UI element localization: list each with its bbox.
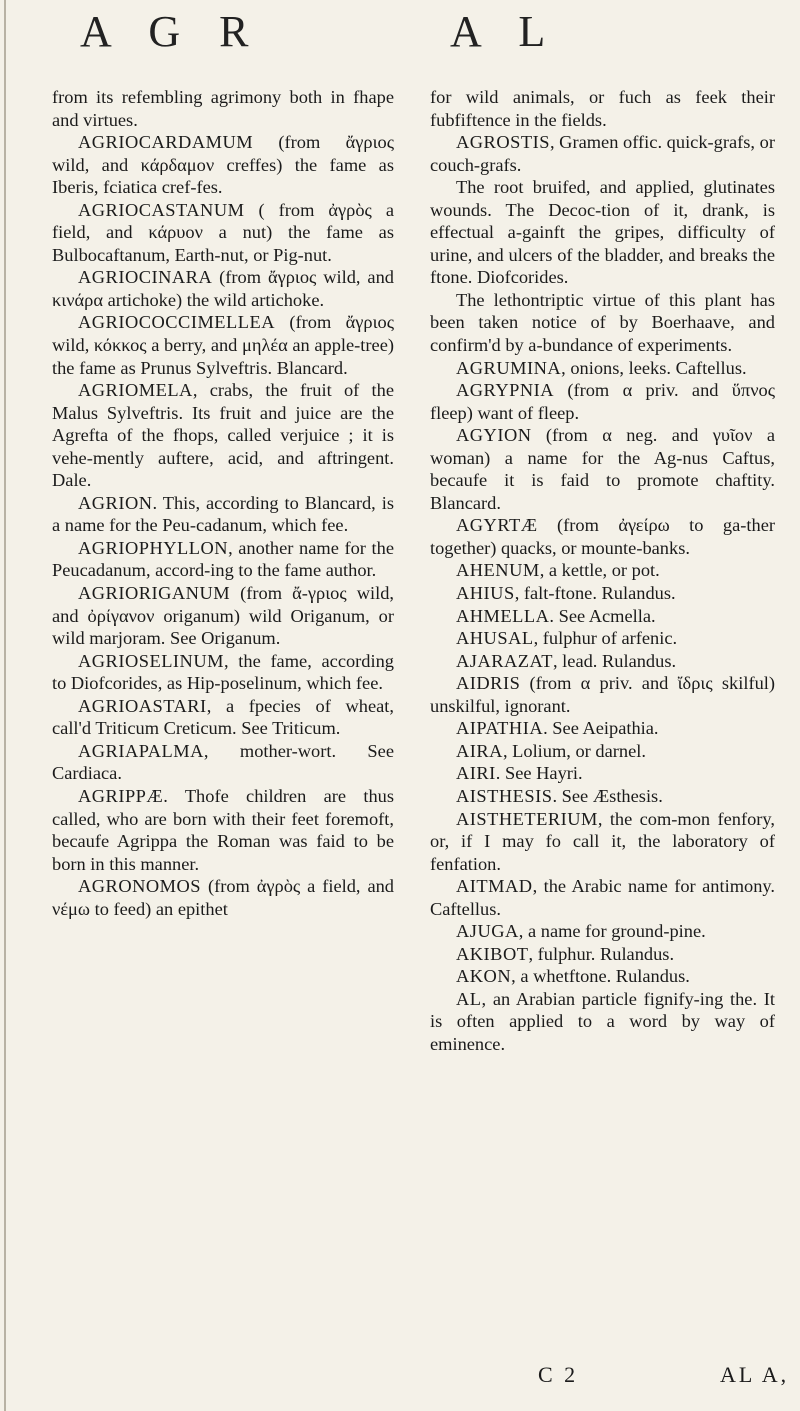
- entry-headword: AISTHETERIUM: [456, 808, 598, 829]
- dictionary-entry: [52, 266, 394, 311]
- entry-text: , fulphur of arfenic.: [533, 628, 678, 649]
- dictionary-entry: [430, 988, 775, 1056]
- dictionary-entry: [52, 131, 394, 199]
- entry-headword: AGRIOMELA: [78, 380, 193, 401]
- signature-mark: C 2: [538, 1362, 579, 1387]
- entry-headword: AL: [456, 988, 482, 1009]
- entry-text: (from ἄ-γριος wild, and ὀρίγανον origanum) wild Origanum, or wild marjoram. See Origanum.: [52, 583, 394, 649]
- entry-headword: AIRI: [456, 763, 496, 784]
- entry-text: , a name for ground-pine.: [518, 921, 706, 942]
- entry-text: , crabs, the fruit of the Malus Sylveftris. Its fruit and juice are the Agrefta of the fhops, called verjuice ; it is vehe-mently auftere, acid, and aftringent. Dale.: [52, 380, 394, 491]
- entry-headword: AHUSAL: [456, 628, 534, 649]
- dictionary-entry: [430, 740, 775, 763]
- entry-headword: AGRIOASTARI: [78, 695, 207, 716]
- entry-text: , another name for the Peucadanum, accord-ing to the fame author.: [52, 537, 394, 581]
- entry-headword: AHMELLA: [456, 605, 550, 626]
- dictionary-entry: [52, 311, 394, 379]
- entry-headword: AJARAZAT: [456, 650, 553, 671]
- entry-headword: AGRONOMOS: [78, 876, 202, 897]
- entry-headword: AGRYPNIA: [456, 380, 555, 401]
- entry-text: (from ἄγριος wild, κόκκος a berry, and μηλέα an apple-tree) the fame as Prunus Sylveftris. Blancard.: [52, 312, 394, 378]
- entry-text: (from α neg. and γυῖον a woman) a name for the Ag-nus Caftus, becaufe it is faid to promote chaftity. Blancard.: [430, 425, 775, 513]
- entry-text: , Gramen offic. quick-grafs, or couch-grafs.: [430, 132, 775, 175]
- dictionary-entry: [52, 379, 394, 492]
- left-column: [52, 86, 394, 920]
- entry-text: . Thofe children are thus called, who are born with their feet foremoft, becaufe Agrippa the Roman was faid to be born in this manner.: [52, 785, 394, 874]
- entry-headword: AGRIOCARDAMUM: [78, 132, 254, 153]
- entry-headword: AGRIPPÆ: [78, 785, 164, 806]
- dictionary-entry: [430, 379, 775, 424]
- entry-text: , falt-ftone. Rulandus.: [514, 583, 676, 604]
- entry-text: , the Arabic name for antimony. Caftellus.: [430, 876, 775, 919]
- entry-headword: AGROSTIS: [456, 132, 550, 153]
- dictionary-entry: [430, 514, 775, 559]
- entry-headword: AJUGA: [456, 921, 519, 942]
- dictionary-entry: [430, 176, 775, 289]
- entry-text: , an Arabian particle fignify-ing the. It is often applied to a word by way of eminence.: [430, 988, 775, 1054]
- entry-text: , the com-mon fenfory, or, if I may fo call it, the laboratory of fenfation.: [430, 808, 775, 874]
- dictionary-entry: [430, 650, 775, 673]
- dictionary-entry: [430, 785, 775, 808]
- entry-text: , mother-wort. See Cardiaca.: [52, 740, 394, 784]
- entry-text: , a whetftone. Rulandus.: [511, 966, 690, 987]
- dictionary-entry: [52, 740, 394, 785]
- dictionary-entry: [430, 672, 775, 717]
- entry-headword: AIDRIS: [456, 673, 521, 694]
- catchword: AL A,: [720, 1362, 790, 1387]
- dictionary-entry: [430, 357, 775, 380]
- entry-headword: AIRA: [456, 740, 503, 761]
- entry-headword: AGRIOCINARA: [78, 267, 213, 288]
- right-column: [430, 86, 775, 1056]
- entry-text: , lead. Rulandus.: [552, 650, 677, 671]
- entry-headword: AGRIORIGANUM: [78, 583, 231, 604]
- entry-headword: AIPATHIA: [456, 718, 544, 739]
- entry-headword: AGRIOSELINUM: [78, 650, 224, 671]
- entry-headword: AKON: [456, 966, 512, 987]
- entry-text: for wild animals, or fuch as feek their fubfiftence in the fields.: [430, 87, 775, 130]
- dictionary-entry: [430, 582, 775, 605]
- entry-headword: AGRIOCOCCIMELLEA: [78, 312, 276, 333]
- dictionary-entry: [52, 695, 394, 740]
- entry-headword: AHIUS: [456, 583, 515, 604]
- entry-headword: AGRIOCASTANUM: [78, 199, 245, 220]
- entry-text: , Lolium, or darnel.: [502, 740, 646, 761]
- dictionary-entry: [52, 537, 394, 582]
- dictionary-entry: [52, 875, 394, 920]
- dictionary-entry: [52, 492, 394, 537]
- entry-text: The lethontriptic virtue of this plant has been taken notice of by Boerhaave, and confirm'd by a-bundance of experiments.: [430, 289, 775, 356]
- entry-headword: AGRIOPHYLLON: [78, 537, 229, 558]
- entry-text: . See Hayri.: [495, 763, 583, 784]
- dictionary-entry: [52, 199, 394, 267]
- entry-headword: AGRIAPALMA: [78, 740, 204, 761]
- dictionary-entry: [430, 920, 775, 943]
- dictionary-entry: [430, 965, 775, 988]
- dictionary-entry: [52, 86, 394, 131]
- entry-text: (from ἀγείρω to ga-ther together) quacks, or mounte-banks.: [430, 515, 775, 558]
- dictionary-entry: [52, 582, 394, 650]
- entry-headword: AKIBOT: [456, 943, 529, 964]
- dictionary-entry: [430, 627, 775, 650]
- entry-text: . See Acmella.: [549, 605, 656, 626]
- dictionary-entry: [52, 650, 394, 695]
- entry-text: . See Æsthesis.: [552, 785, 663, 806]
- entry-headword: AITMAD: [456, 876, 533, 897]
- dictionary-entry: [430, 131, 775, 176]
- entry-text: from its refembling agrimony both in fhape and virtues.: [52, 87, 394, 130]
- entry-text: The root bruifed, and applied, glutinates wounds. The Decoc-tion of it, drank, is effectual a-gainft the gripes, difficulty of urine, and ulcers of the bladder, and breaks the ftone. Diofcorides.: [430, 177, 775, 288]
- dictionary-entry: [430, 559, 775, 582]
- running-head-right: A L: [450, 7, 560, 56]
- entry-text: ( from ἀγρὸς a field, and κάρυον a nut) the fame as Bulbocaftanum, Earth-nut, or Pig-nut.: [52, 199, 394, 265]
- entry-headword: AGRUMINA: [456, 357, 562, 378]
- entry-headword: AGRION: [78, 492, 153, 513]
- dictionary-entry: [430, 289, 775, 357]
- entry-text: , a fpecies of wheat, call'd Triticum Creticum. See Triticum.: [52, 695, 394, 739]
- entry-headword: AISTHESIS: [456, 785, 553, 806]
- dictionary-entry: [430, 424, 775, 514]
- entry-text: . This, according to Blancard, is a name for the Peu-cadanum, which fee.: [52, 492, 394, 536]
- entry-text: , the fame, according to Diofcorides, as Hip-poselinum, which fee.: [52, 650, 394, 694]
- entry-text: , a kettle, or pot.: [539, 560, 660, 581]
- dictionary-entry: [52, 785, 394, 875]
- dictionary-entry: [430, 875, 775, 920]
- dictionary-entry: [430, 808, 775, 876]
- entry-text: (from ἄγριος wild, and κάρδαμον creffes) the fame as Iberis, fciatica cref-fes.: [52, 132, 394, 198]
- entry-headword: AHENUM: [456, 560, 540, 581]
- entry-headword: AGYRTÆ: [456, 515, 538, 536]
- entry-text: (from α priv. and ὕπνος fleep) want of fleep.: [430, 380, 775, 423]
- dictionary-entry: [430, 605, 775, 628]
- entry-text: , onions, leeks. Caftellus.: [561, 357, 747, 378]
- dictionary-entry: [430, 717, 775, 740]
- dictionary-entry: [430, 943, 775, 966]
- running-head-left: A G R: [80, 7, 263, 56]
- dictionary-entry: [430, 762, 775, 785]
- entry-text: . See Aeipathia.: [543, 718, 659, 739]
- entry-text: (from ἄγριος wild, and κινάρα artichoke) the wild artichoke.: [52, 267, 394, 310]
- entry-text: (from ἀγρὸς a field, and νέμω to feed) an epithet: [52, 876, 394, 919]
- dictionary-entry: [430, 86, 775, 131]
- entry-text: , fulphur. Rulandus.: [528, 943, 675, 964]
- entry-text: (from α priv. and ἴδρις skilful) unskilful, ignorant.: [430, 673, 775, 716]
- entry-headword: AGYION: [456, 425, 532, 446]
- page-edge-rule: [4, 0, 6, 1411]
